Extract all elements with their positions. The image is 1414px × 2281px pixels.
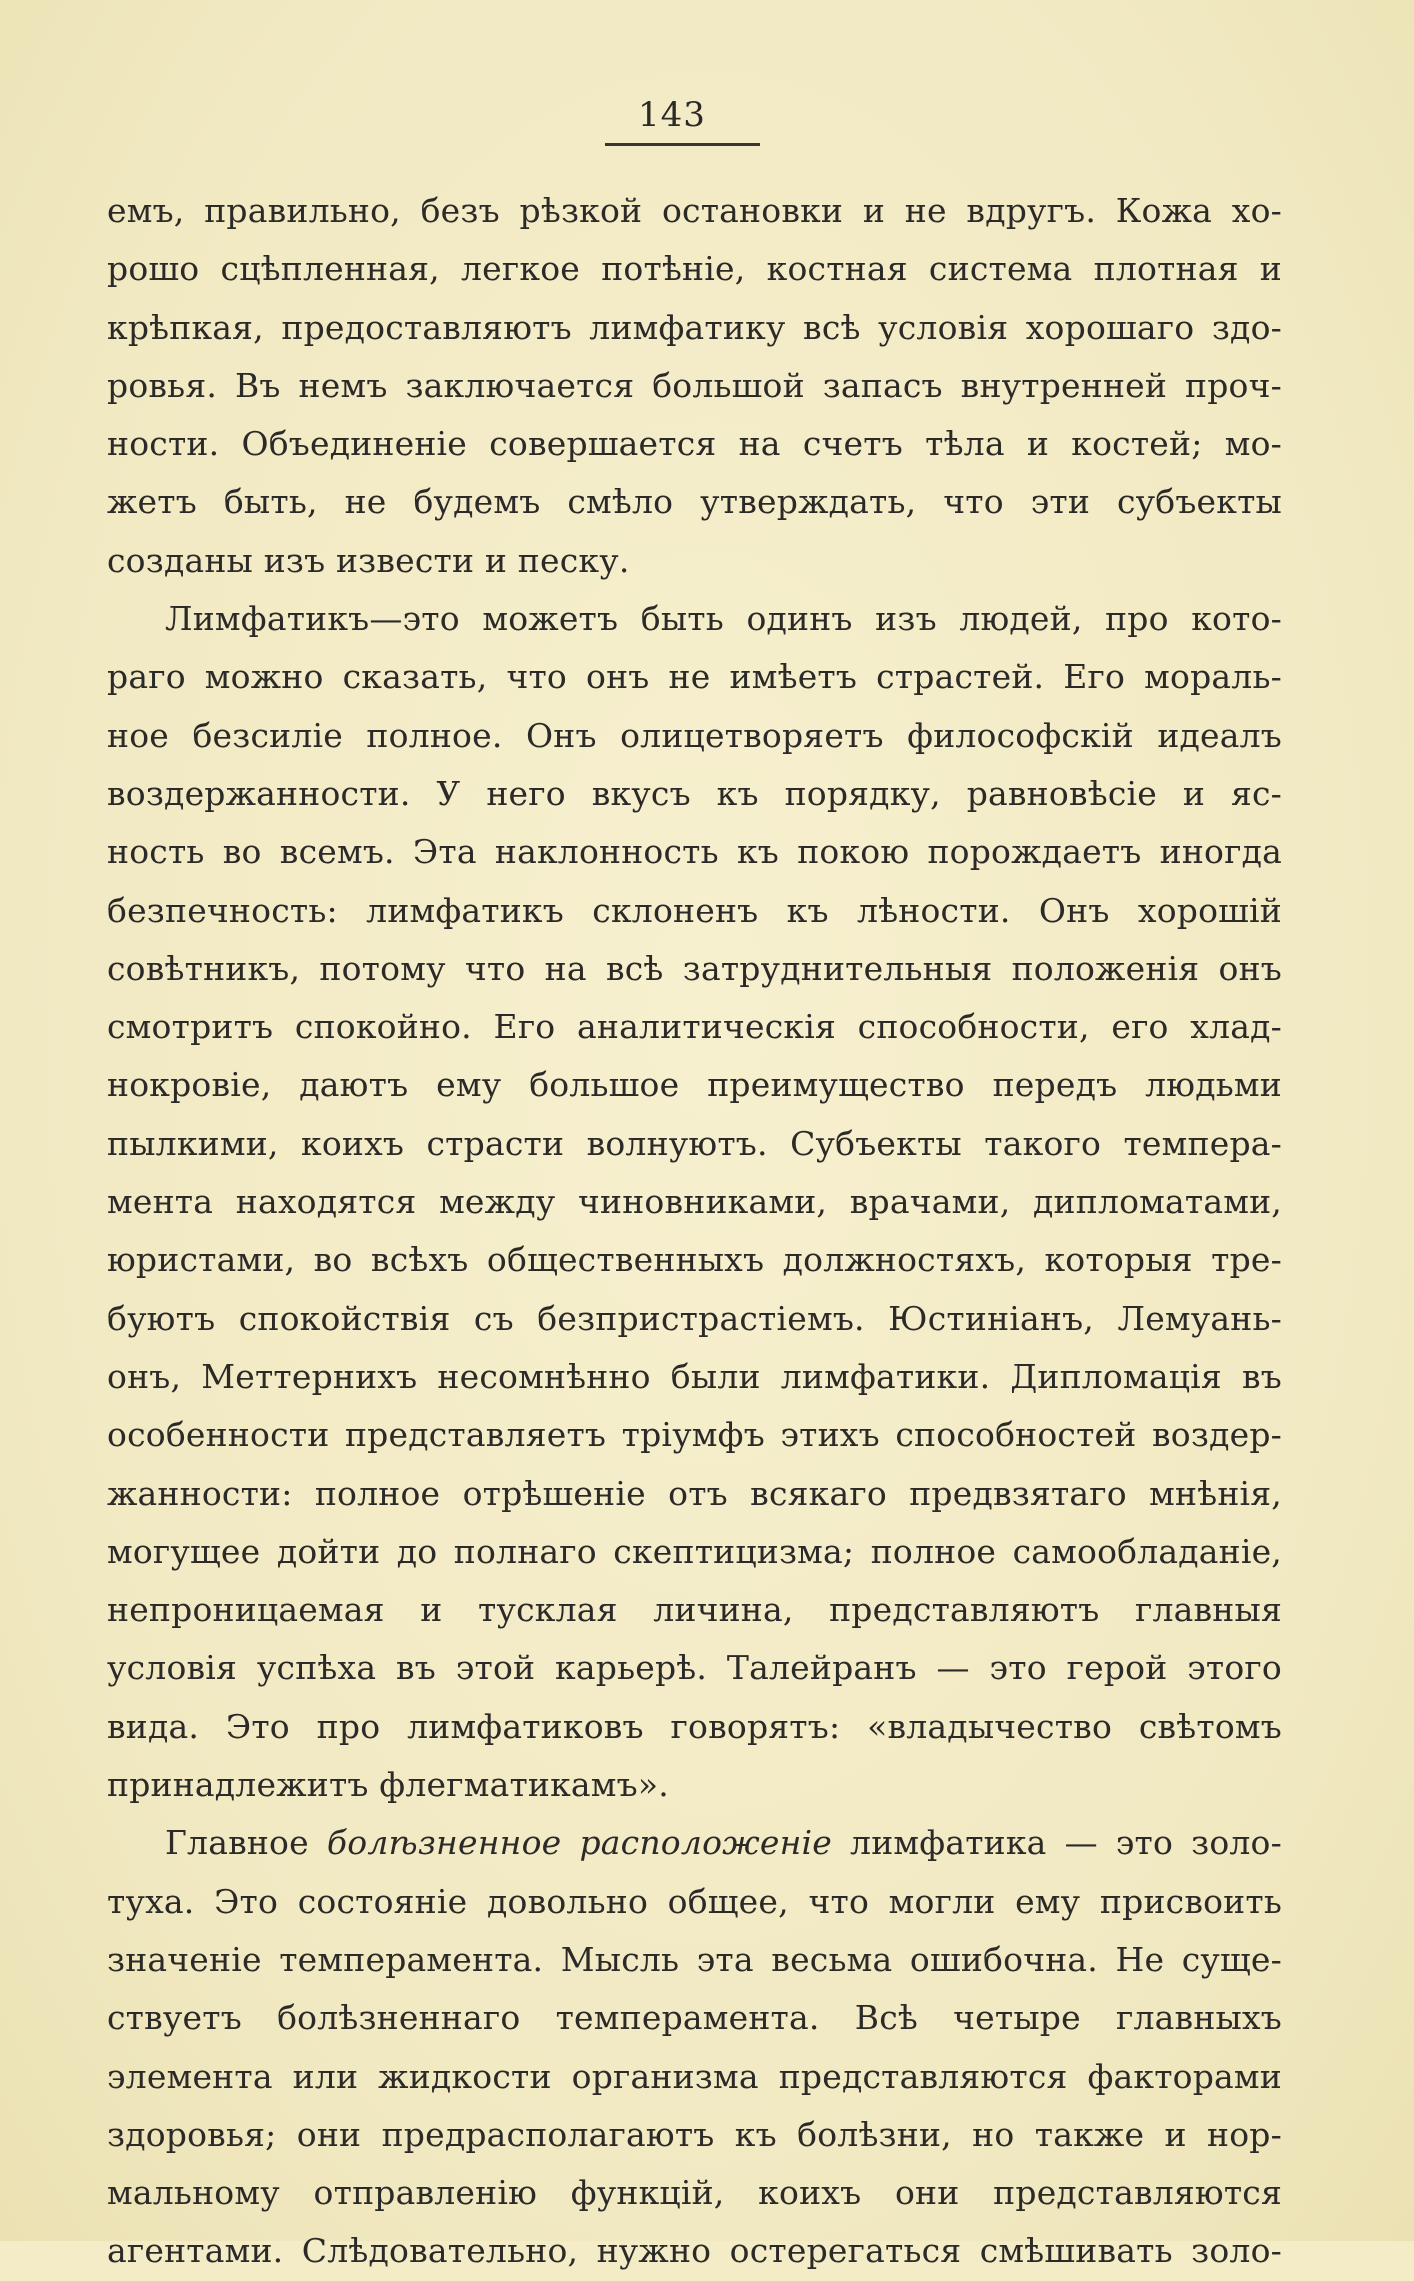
- text-line: безпечность: лимфатикъ склоненъ къ лѣности. Онъ хорошій: [107, 890, 1282, 930]
- page-number: 143: [638, 95, 706, 135]
- text-run: лимфатика — это золо-: [832, 1823, 1282, 1863]
- body-text: [107, 182, 1282, 2281]
- text-line: смотритъ спокойно. Его аналитическія способности, его хлад-: [107, 1007, 1282, 1047]
- text-line: ности. Объединеніе совершается на счетъ тѣла и костей; мо-: [107, 424, 1282, 464]
- paragraph-start-line: Лимфатикъ—это можетъ быть одинъ изъ людей, про кото-: [165, 599, 1282, 639]
- text-line: емъ, правильно, безъ рѣзкой остановки и не вдругъ. Кожа хо-: [107, 191, 1282, 230]
- text-line: совѣтникъ, потому что на всѣ затруднительныя положенія онъ: [107, 948, 1282, 988]
- text-line: особенности представляетъ тріумфъ этихъ способностей воздер-: [107, 1415, 1282, 1455]
- text-line: онъ, Меттернихъ несомнѣнно были лимфатики. Дипломація въ: [107, 1356, 1282, 1396]
- text-line: ровья. Въ немъ заключается большой запасъ внутренней проч-: [107, 365, 1282, 405]
- text-line: здоровья; они предрасполагаютъ къ болѣзни, но также и нор-: [107, 2114, 1282, 2154]
- text-line: агентами. Слѣдовательно, нужно остерегаться смѣшивать золо-: [107, 2231, 1282, 2271]
- text-line: жетъ быть, не будемъ смѣло утверждать, что эти субъекты: [107, 482, 1282, 522]
- text-line: элемента или жидкости организма представляются факторами: [107, 2056, 1282, 2096]
- text-line: крѣпкая, предоставляютъ лимфатику всѣ условія хорошаго здо-: [107, 307, 1282, 347]
- text-line: пылкими, коихъ страсти волнуютъ. Субъекты такого темпера-: [107, 1123, 1282, 1163]
- text-line: нокровіе, даютъ ему большое преимущество передъ людьми: [107, 1065, 1282, 1105]
- text-line: ность во всемъ. Эта наклонность къ покою порождаетъ иногда: [107, 832, 1282, 872]
- text-line: воздержанности. У него вкусъ къ порядку, равновѣсіе и яс-: [107, 773, 1282, 813]
- text-line: мента находятся между чиновниками, врачами, дипломатами,: [107, 1182, 1282, 1222]
- text-line: юристами, во всѣхъ общественныхъ должностяхъ, которыя тре-: [107, 1240, 1282, 1280]
- text-line: вида. Это про лимфатиковъ говорятъ: «владычество свѣтомъ: [107, 1706, 1282, 1746]
- header-rule: [605, 143, 760, 146]
- text-line: непроницаемая и тусклая личина, представляютъ главныя: [107, 1590, 1282, 1630]
- text-line: принадлежитъ флегматикамъ».: [107, 1765, 669, 1805]
- paragraph-start-line: [107, 1814, 1282, 1872]
- text-line: ное безсиліе полное. Онъ олицетворяетъ философскій идеалъ: [107, 715, 1282, 755]
- text-line: буютъ спокойствія съ безпристрастіемъ. Юстиніанъ, Лемуань-: [107, 1298, 1282, 1338]
- text-line: мальному отправленію функцій, коихъ они представляются: [107, 2173, 1282, 2213]
- text-line: условія успѣха въ этой карьерѣ. Талейранъ — это герой этого: [107, 1648, 1282, 1688]
- text-line: значеніе темперамента. Мысль эта весьма ошибочна. Не суще-: [107, 1939, 1282, 1979]
- text-line: раго можно сказать, что онъ не имѣетъ страстей. Его мораль-: [107, 657, 1282, 697]
- text-line: туха. Это состояніе довольно общее, что могли ему присвоить: [107, 1881, 1282, 1921]
- text-line: созданы изъ извести и песку.: [107, 540, 630, 580]
- text-line: жанности: полное отрѣшеніе отъ всякаго предвзятаго мнѣнія,: [107, 1473, 1282, 1513]
- text-run: Главное: [165, 1823, 327, 1863]
- text-line: могущее дойти до полнаго скептицизма; полное самообладаніе,: [107, 1531, 1282, 1571]
- text-line: рошо сцѣпленная, легкое потѣніе, костная система плотная и: [107, 249, 1282, 289]
- text-line: ствуетъ болѣзненнаго темперамента. Всѣ четыре главныхъ: [107, 1998, 1282, 2038]
- italic-term: болѣзненное расположеніе: [326, 1823, 832, 1863]
